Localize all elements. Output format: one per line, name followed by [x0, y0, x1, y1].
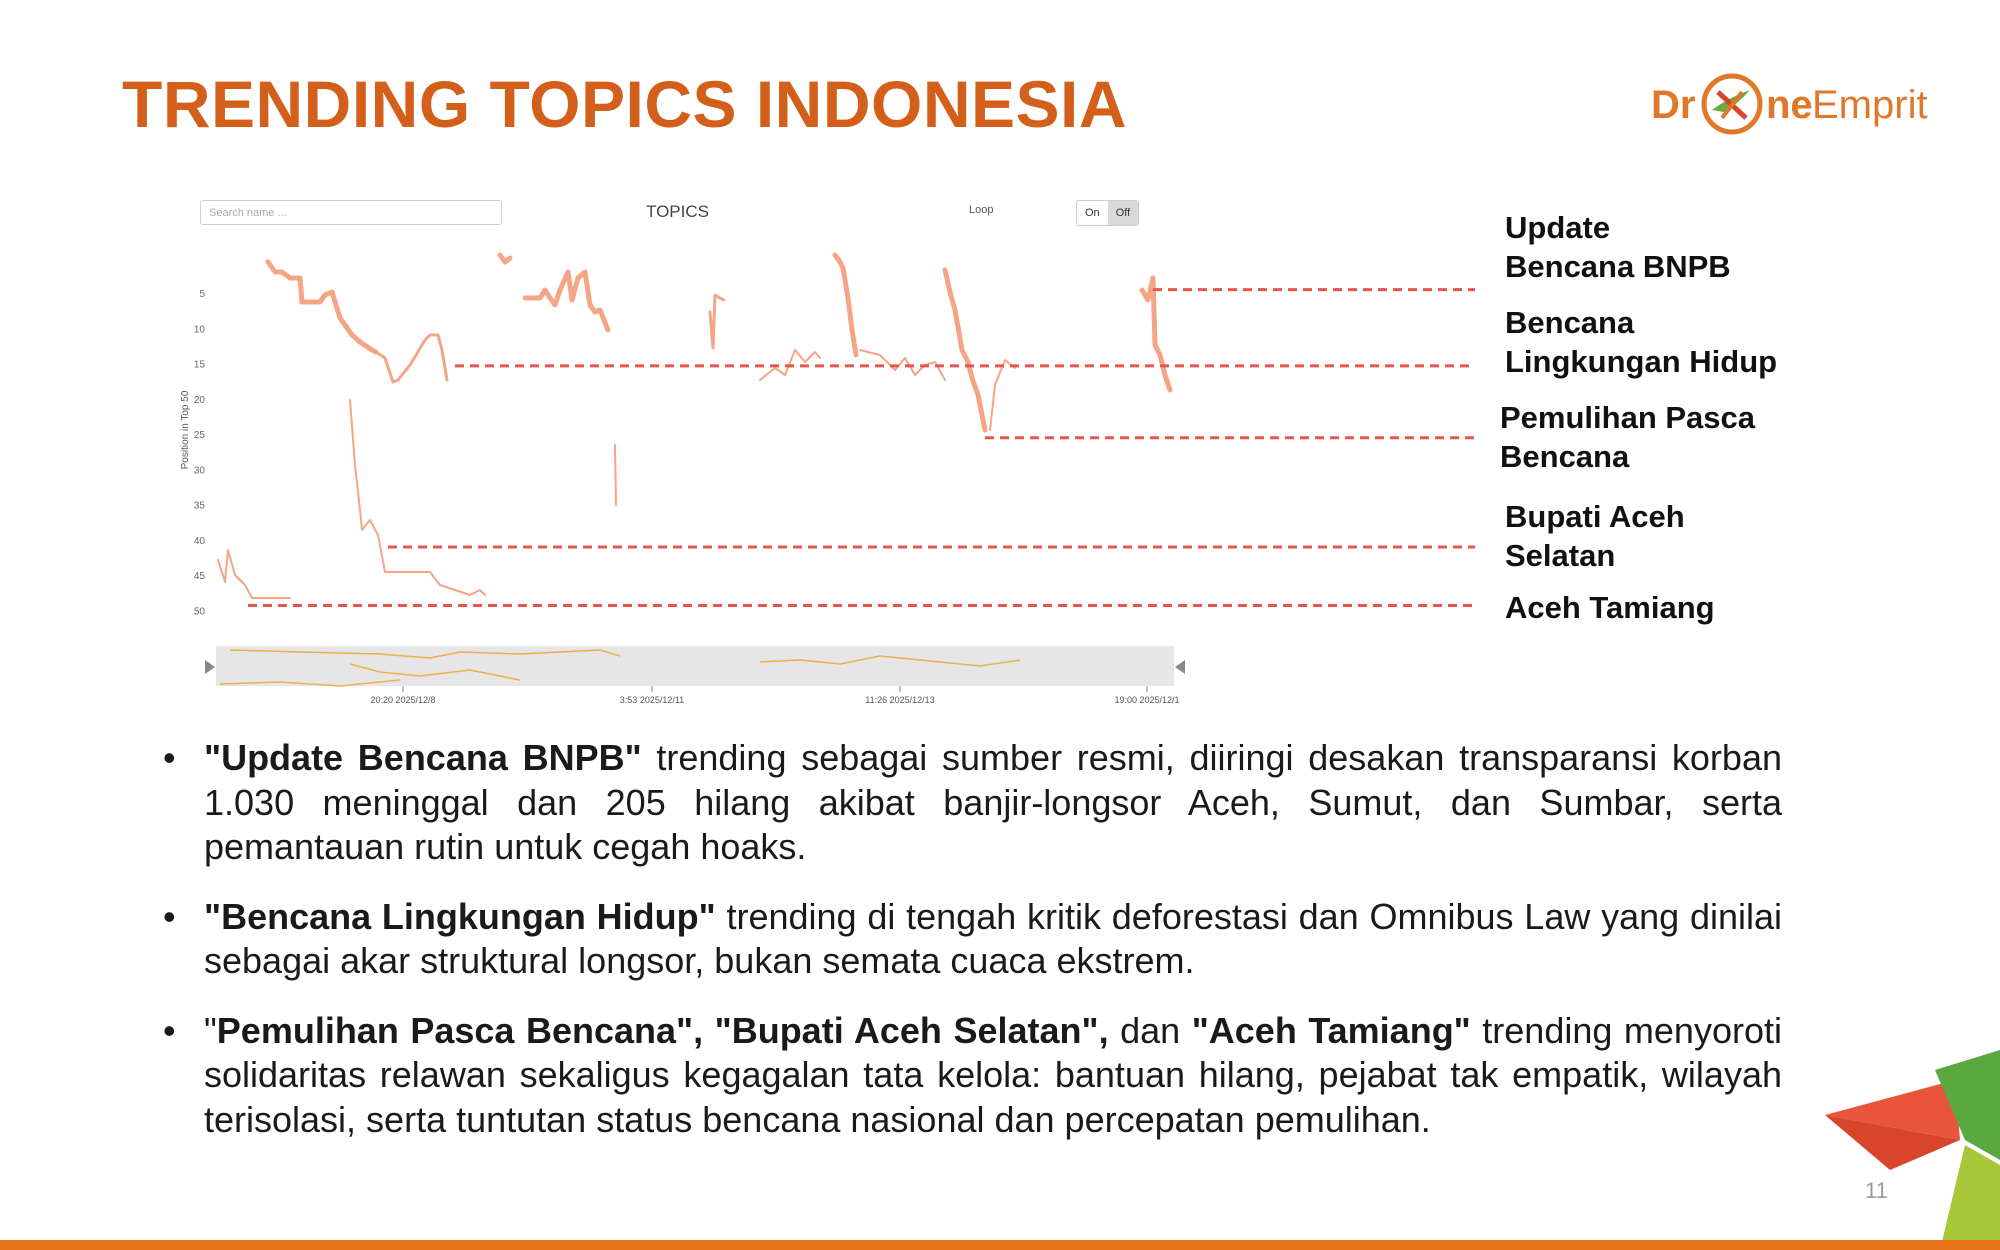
logo-text-emprit: Emprit — [1812, 83, 1928, 127]
topic-line — [710, 295, 724, 348]
chart-title: TOPICS — [646, 202, 709, 221]
x-tick-label: 20:20 2025/12/8 — [370, 695, 436, 705]
bullet-bold: "Bencana Lingkungan Hidup" — [204, 895, 716, 937]
topic-line — [615, 445, 616, 505]
bullet-text: trending sebagai sumber resmi, diiringi desakan transparansi korban 1.030 meninggal dan 205 hilang akibat banjir-longsor Aceh, Sumut, dan Sumbar, serta pemantauan rutin untuk cegah hoaks. — [204, 737, 1782, 867]
bullet-bold: "Aceh Tamiang" — [1191, 1009, 1471, 1051]
label-line: Pemulihan Pasca — [1500, 400, 1756, 435]
label-line: Lingkungan Hidup — [1505, 344, 1778, 379]
y-tick-label: 35 — [193, 500, 205, 512]
topic-line — [268, 262, 376, 352]
bullet-item — [160, 736, 1782, 870]
y-tick-label: 10 — [193, 324, 205, 336]
y-tick-label: 25 — [193, 430, 205, 442]
bullet-text: trending di tengah kritik deforestasi dan Omnibus Law yang dinilai sebagai akar struktural longsor, bukan semata cuaca ekstrem. — [204, 895, 1783, 981]
bullet-bold: "Update Bencana BNPB" — [204, 737, 642, 778]
page-number: 11 — [1865, 1178, 1888, 1203]
topic-line — [350, 400, 485, 595]
search-input[interactable]: Search name ... — [200, 200, 502, 225]
annotation-lines — [248, 290, 1475, 606]
y-tick-label: 15 — [193, 359, 205, 371]
corner-decoration — [1820, 1040, 2000, 1250]
topic-line — [860, 350, 945, 380]
y-tick-label: 50 — [193, 606, 205, 618]
y-axis — [194, 289, 206, 617]
y-tick-label: 30 — [193, 465, 205, 477]
loop-off-button[interactable]: Off — [1108, 201, 1138, 225]
y-tick-label: 5 — [199, 289, 205, 301]
label-update-bencana-bnpb — [1505, 208, 1731, 286]
label-aceh-tamiang: Aceh Tamiang — [1505, 590, 1715, 625]
range-slider[interactable] — [205, 646, 1185, 686]
bullet-list — [160, 736, 1782, 1167]
label-bencana-lingkungan-hidup — [1505, 303, 1777, 381]
label-line: Bupati Aceh — [1505, 499, 1685, 534]
loop-label: Loop — [969, 204, 994, 216]
bullet-item — [160, 895, 1782, 984]
bullet-text: " — [204, 1009, 217, 1051]
label-line: Bencana — [1500, 439, 1630, 474]
range-handle-right — [1175, 660, 1185, 674]
range-handle-left — [205, 660, 215, 674]
bullet-item — [160, 1009, 1782, 1143]
x-axis — [370, 686, 1179, 705]
x-tick-label: 19:00 2025/12/1 — [1114, 695, 1180, 705]
label-line: Bencana — [1505, 305, 1635, 340]
loop-on-button[interactable]: On — [1085, 207, 1100, 219]
x-tick-label: 3:53 2025/12/11 — [619, 695, 685, 705]
logo-text-dr: Dr — [1651, 83, 1696, 127]
label-line: Update — [1505, 210, 1611, 245]
y-tick-label: 20 — [193, 394, 205, 406]
topic-line — [500, 255, 510, 262]
topic-line — [218, 550, 290, 598]
bottom-bar — [0, 1240, 2000, 1250]
topic-line — [945, 270, 985, 430]
topic-line — [990, 360, 1015, 430]
label-pemulihan-pasca-bencana — [1500, 398, 1755, 476]
slide-title: TRENDING TOPICS INDONESIA — [122, 67, 1128, 141]
bullet-text: dan — [1108, 1009, 1192, 1051]
logo-text-ne: ne — [1766, 83, 1813, 127]
topic-line — [835, 255, 856, 355]
y-tick-label: 40 — [193, 535, 205, 547]
topic-line — [525, 272, 608, 330]
x-tick-label: 11:26 2025/12/13 — [865, 695, 935, 705]
label-line: Selatan — [1505, 538, 1616, 573]
topic-line — [376, 335, 447, 382]
y-axis-label: Position in Top 50 — [180, 390, 191, 470]
topic-line — [1142, 278, 1170, 390]
label-line: Bencana BNPB — [1505, 249, 1731, 284]
bullet-text: trending menyoroti solidaritas relawan sekaligus kegagalan tata kelola: bantuan hilang, pejabat tak empatik, wilayah terisolasi, serta tuntutan status bencana nasional dan percepatan pemulihan. — [204, 1009, 1782, 1140]
label-bupati-aceh-selatan — [1505, 497, 1685, 575]
y-tick-label: 45 — [193, 571, 205, 583]
bullet-bold: Pemulihan Pasca Bencana", "Bupati Aceh Selatan", — [216, 1009, 1109, 1051]
